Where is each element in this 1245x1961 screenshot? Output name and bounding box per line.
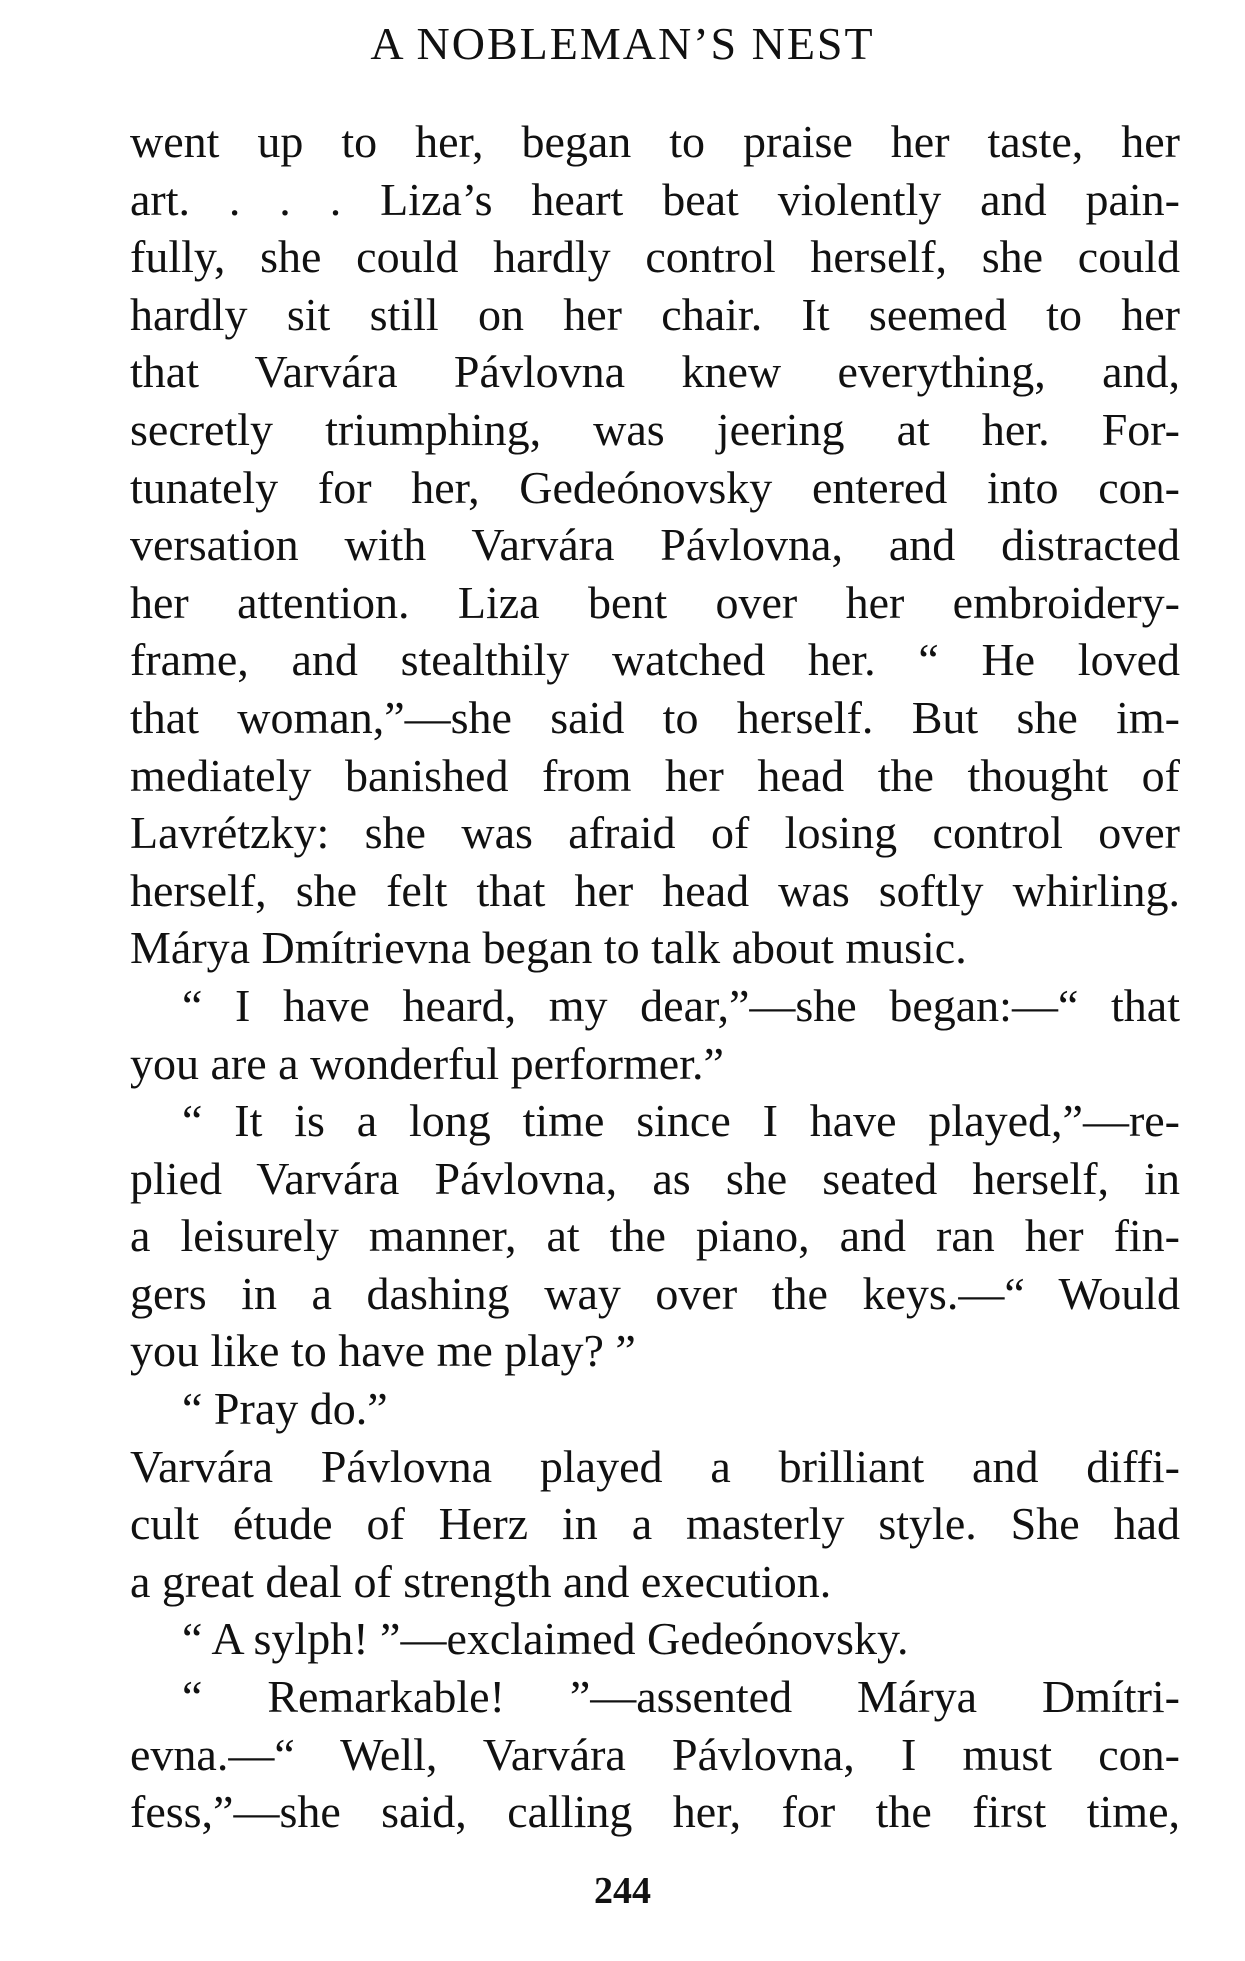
text-line: “ Remarkable! ”—assented Márya Dmítri-	[182, 1671, 1180, 1723]
text-line: fess,”—she said, calling her, for the first time,	[130, 1786, 1180, 1838]
text-line: gers in a dashing way over the keys.—“ Would	[130, 1267, 1180, 1319]
text-line: versation with Varvára Pávlovna, and distracted	[130, 519, 1180, 571]
text-line: evna.—“ Well, Varvára Pávlovna, I must con-	[130, 1728, 1180, 1780]
text-line: “ I have heard, my dear,”—she began:—“ that	[182, 979, 1180, 1031]
text-line: cult étude of Herz in a masterly style. She had	[130, 1498, 1180, 1550]
text-line: plied Varvára Pávlovna, as she seated herself, in	[130, 1152, 1180, 1204]
text-line: herself, she felt that her head was softly whirling.	[130, 864, 1180, 916]
text-line: that Varvára Pávlovna knew everything, and,	[130, 346, 1180, 398]
page-number: 244	[594, 1870, 651, 1912]
text-line: “ It is a long time since I have played,”—re-	[182, 1095, 1180, 1147]
text-line: her attention. Liza bent over her embroidery-	[130, 576, 1180, 628]
text-line: Márya Dmítrievna began to talk about music.	[130, 922, 967, 974]
text-line: mediately banished from her head the thought of	[130, 749, 1180, 801]
text-line: you like to have me play? ”	[130, 1325, 636, 1377]
body-text	[130, 113, 1180, 1841]
text-line: tunately for her, Gedeónovsky entered into con-	[130, 461, 1180, 513]
text-line: a great deal of strength and execution.	[130, 1555, 832, 1607]
text-line: fully, she could hardly control herself, she could	[130, 231, 1180, 283]
text-line: frame, and stealthily watched her. “ He loved	[130, 634, 1180, 686]
text-line: a leisurely manner, at the piano, and ran her fin-	[130, 1210, 1180, 1262]
running-head: A NOBLEMAN’S NEST	[370, 18, 875, 69]
text-line: secretly triumphing, was jeering at her. For-	[130, 403, 1180, 455]
text-line: you are a wonderful performer.”	[130, 1037, 724, 1089]
text-line: that woman,”—she said to herself. But she im-	[130, 691, 1180, 743]
text-line: Varvára Pávlovna played a brilliant and diffi-	[130, 1440, 1180, 1492]
text-line: “ A sylph! ”—exclaimed Gedeónovsky.	[182, 1613, 909, 1665]
text-line: hardly sit still on her chair. It seemed to her	[130, 288, 1180, 340]
text-line: Lavrétzky: she was afraid of losing control over	[130, 807, 1180, 859]
text-line: went up to her, began to praise her taste, her	[130, 116, 1180, 167]
text-line: “ Pray do.”	[182, 1383, 388, 1435]
text-line: art. . . . Liza’s heart beat violently and pain-	[130, 173, 1180, 225]
